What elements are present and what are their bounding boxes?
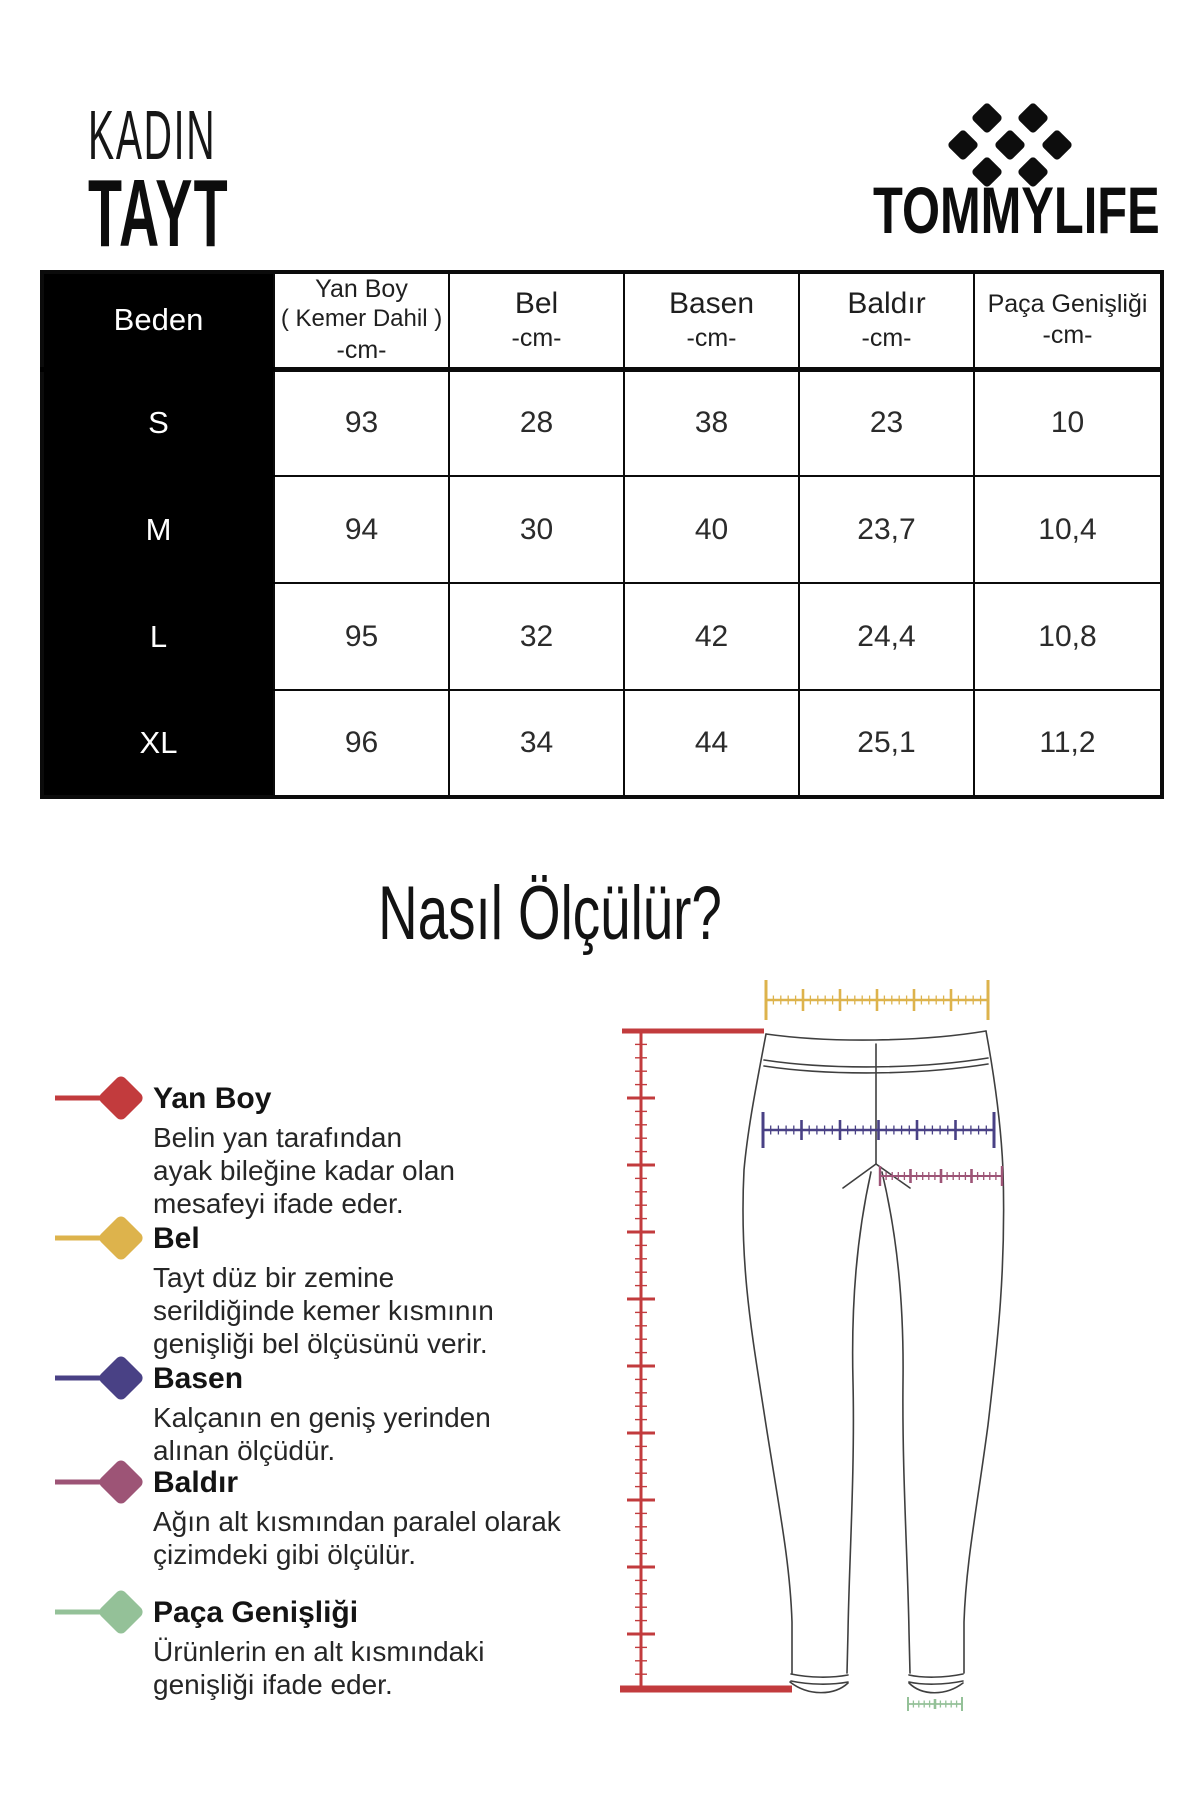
size-table (40, 270, 1164, 799)
measurement-rulers (620, 980, 1002, 1711)
diamond-marker-icon (55, 1584, 147, 1640)
legend-description: Belin yan tarafından ayak bileğine kadar olan mesafeyi ifade eder. (153, 1122, 455, 1219)
brand-category: KADIN (88, 96, 217, 174)
table-row (42, 476, 1162, 583)
value-cell: 11,2 (974, 690, 1162, 797)
diamond-marker-icon (55, 1454, 147, 1510)
value-cell: 10,8 (974, 583, 1162, 690)
legend-label: Paça Genişliği (153, 1596, 359, 1629)
legend-description: Kalçanın en geniş yerinden alınan ölçüdür. (153, 1402, 491, 1466)
column-header: Paça Genişliği -cm- (974, 272, 1162, 369)
how-to-measure-title: Nasıl Ölçülür? (378, 871, 722, 956)
legend-label: Baldır (153, 1466, 239, 1499)
size-table-body (42, 369, 1162, 797)
legend-label: Bel (153, 1222, 200, 1255)
value-cell: 40 (624, 476, 799, 583)
leggings-sketch (743, 1031, 1004, 1693)
value-cell: 23 (799, 369, 974, 476)
value-cell: 24,4 (799, 583, 974, 690)
table-row (42, 690, 1162, 797)
legend-description: Ağın alt kısmından paralel olarak çizimdeki gibi ölçülür. (153, 1506, 561, 1570)
value-cell: 94 (274, 476, 449, 583)
legend-item (55, 1082, 455, 1220)
legend-label: Yan Boy (153, 1082, 272, 1115)
table-row (42, 583, 1162, 690)
brand-logo-text: TOMMYLIFE (873, 173, 1160, 247)
value-cell: 30 (449, 476, 624, 583)
legend-item (55, 1362, 491, 1467)
size-cell: XL (42, 690, 274, 797)
column-header: Beden (42, 272, 274, 369)
value-cell: 96 (274, 690, 449, 797)
value-cell: 28 (449, 369, 624, 476)
legend-description: Tayt düz bir zemine serildiğinde kemer kısmının genişliği bel ölçüsünü verir. (153, 1262, 494, 1359)
size-cell: L (42, 583, 274, 690)
table-row (42, 369, 1162, 476)
column-header: Yan Boy ( Kemer Dahil ) -cm- (274, 272, 449, 369)
value-cell: 32 (449, 583, 624, 690)
value-cell: 93 (274, 369, 449, 476)
value-cell: 95 (274, 583, 449, 690)
value-cell: 42 (624, 583, 799, 690)
legend-description: Ürünlerin en alt kısmındaki genişliği ifade eder. (153, 1636, 485, 1700)
legend-item (55, 1596, 484, 1701)
value-cell: 10,4 (974, 476, 1162, 583)
value-cell: 10 (974, 369, 1162, 476)
column-header: Basen -cm- (624, 272, 799, 369)
column-header: Bel -cm- (449, 272, 624, 369)
column-header: Baldır -cm- (799, 272, 974, 369)
legend-item (55, 1222, 494, 1360)
legend-label: Basen (153, 1362, 244, 1395)
size-cell: M (42, 476, 274, 583)
diamond-marker-icon (55, 1350, 147, 1406)
diamond-marker-icon (55, 1210, 147, 1266)
value-cell: 34 (449, 690, 624, 797)
size-table-header-row (42, 272, 1162, 369)
value-cell: 25,1 (799, 690, 974, 797)
diamond-marker-icon (55, 1070, 147, 1126)
value-cell: 23,7 (799, 476, 974, 583)
value-cell: 38 (624, 369, 799, 476)
value-cell: 44 (624, 690, 799, 797)
legend-item (55, 1466, 561, 1571)
size-cell: S (42, 369, 274, 476)
brand-product-title: TAYT (88, 160, 229, 267)
